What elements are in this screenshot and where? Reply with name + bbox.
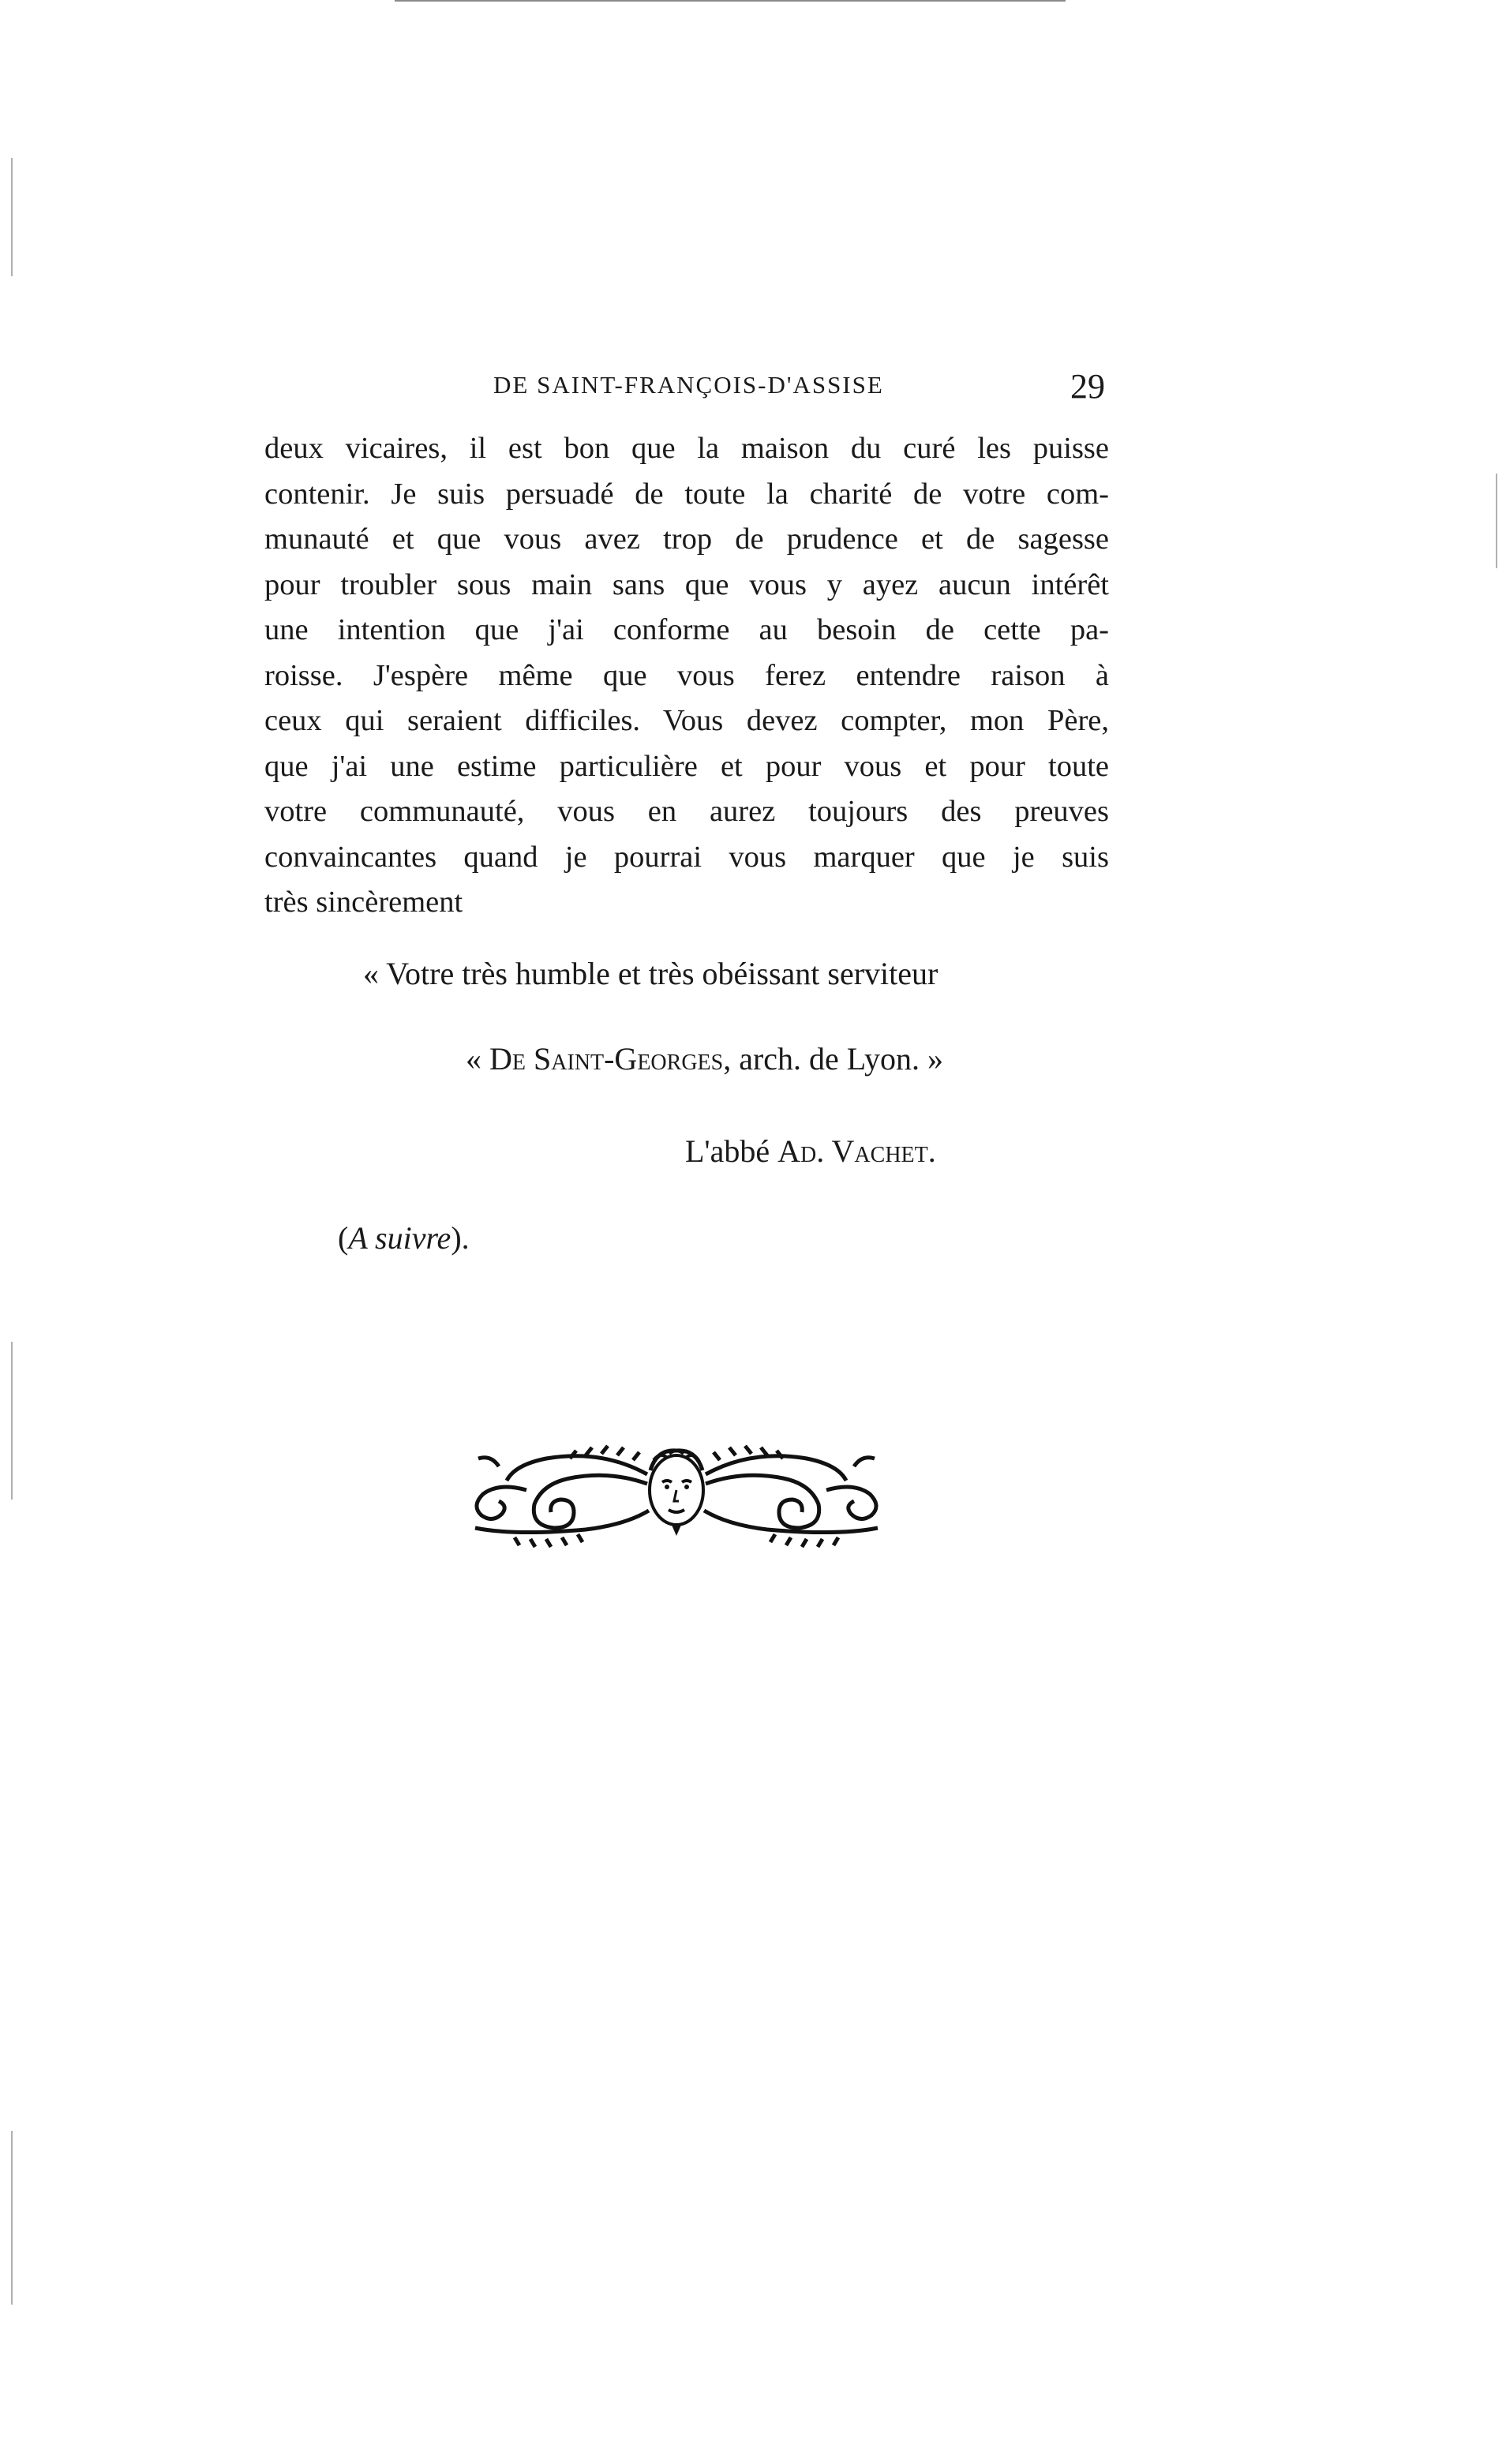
- to-be-continued-note: [338, 1219, 470, 1256]
- left-margin-mark: [11, 1342, 13, 1500]
- text-line: votre communauté, vous en aurez toujours des preuves: [264, 795, 1109, 828]
- signature-name: e Saint-Georges: [511, 1041, 724, 1077]
- text-line: munauté et que vous avez trop de prudence et de sagesse: [264, 522, 1109, 556]
- text-line: deux vicaires, il est bon que la maison du curé les puisse: [264, 432, 1109, 465]
- paren-close: ).: [451, 1220, 470, 1256]
- letter-signature: [466, 1040, 943, 1077]
- letter-body: [264, 426, 1109, 926]
- signature-initial: D: [489, 1041, 512, 1077]
- text-line: convaincantes quand je pourrai vous marquer que je suis: [264, 840, 1109, 874]
- author-prefix: L'abbé: [685, 1133, 778, 1169]
- to-follow-text: A suivre: [348, 1220, 451, 1256]
- running-header: [264, 361, 1113, 409]
- author-name: Ad. Vachet.: [777, 1133, 936, 1169]
- page-number: 29: [1070, 367, 1105, 406]
- right-margin-mark: [1496, 474, 1497, 568]
- letter-closing: « Votre très humble et très obéissant serviteur: [363, 956, 938, 991]
- right-scroll-icon: [704, 1446, 878, 1547]
- running-title: DE SAINT-FRANÇOIS-D'ASSISE: [493, 371, 884, 399]
- text-line: contenir. Je suis persuadé de toute la charité de votre com-: [264, 477, 1109, 511]
- signature-close-quote: »: [927, 1041, 944, 1077]
- paren-open: (: [338, 1220, 349, 1256]
- text-line: pour troubler sous main sans que vous y ayez aucun intérêt: [264, 567, 1109, 601]
- left-scroll-icon: [475, 1446, 649, 1547]
- article-author: [685, 1133, 936, 1170]
- text-line: ceux qui seraient difficiles. Vous devez compter, mon Père,: [264, 704, 1109, 737]
- signature-suffix: , arch. de Lyon.: [723, 1041, 920, 1077]
- text-line: roisse. J'espère même que vous ferez entendre raison à: [264, 658, 1109, 692]
- top-edge-rule: [395, 0, 1066, 2]
- signature-open-quote: «: [466, 1041, 481, 1077]
- left-margin-mark: [11, 2131, 13, 2305]
- text-line: que j'ai une estime particulière et pour vous et pour toute: [264, 749, 1109, 783]
- cherub-ornament-icon: [467, 1435, 886, 1553]
- left-margin-mark: [11, 158, 13, 276]
- text-line: très sincèrement: [264, 886, 463, 919]
- text-line: une intention que j'ai conforme au besoin de cette pa-: [264, 613, 1109, 646]
- cherub-head-icon: [650, 1451, 703, 1536]
